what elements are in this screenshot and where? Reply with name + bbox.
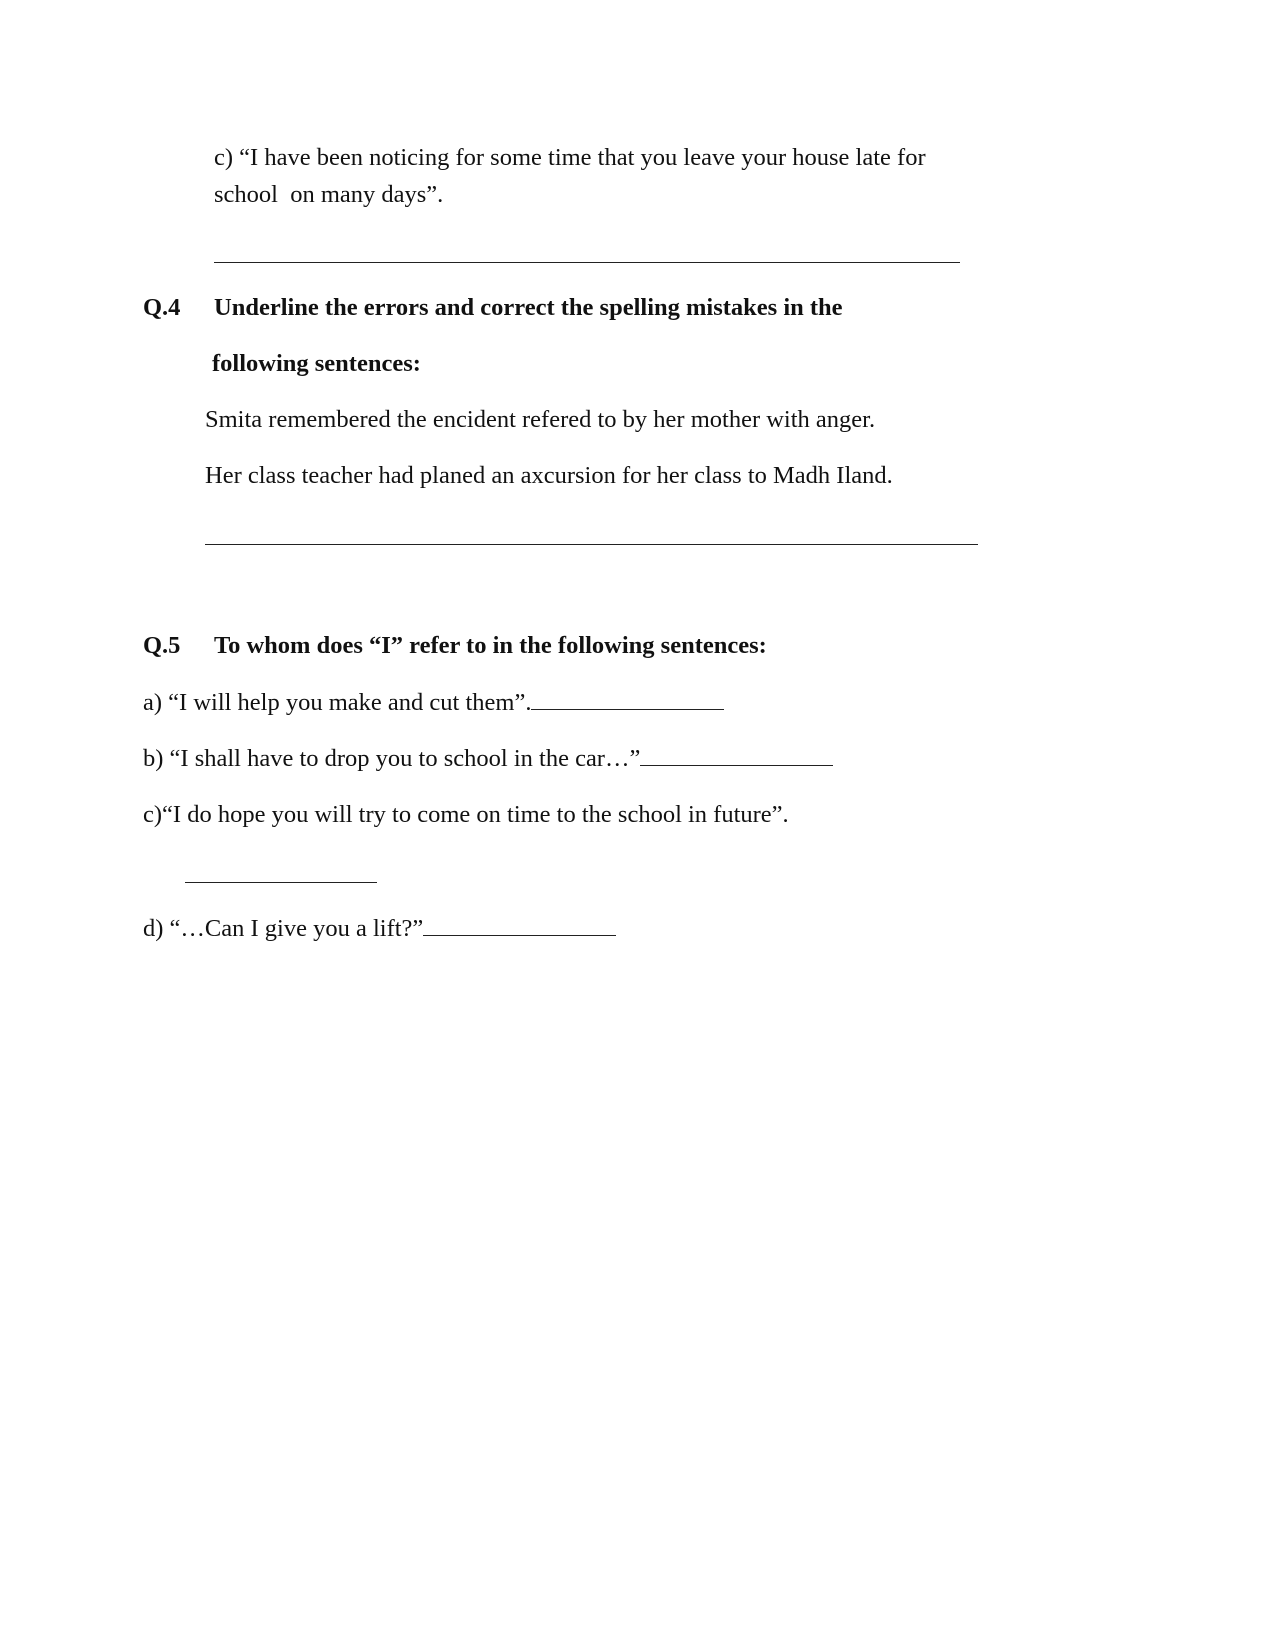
- q4-sentence-2: Her class teacher had planed an axcursion for her class to Madh Iland.: [205, 462, 893, 489]
- q5-item-a-blank[interactable]: [531, 689, 724, 710]
- q5-number: Q.5: [143, 632, 181, 659]
- q4-sentence-1: Smita remembered the encident refered to by her mother with anger.: [205, 406, 876, 433]
- q3c-answer-blank[interactable]: [214, 262, 960, 263]
- q4-title-line1: Underline the errors and correct the spelling mistakes in the: [214, 294, 843, 321]
- q5-item-d-blank[interactable]: [423, 915, 616, 936]
- q3c-text-line2: school on many days”.: [214, 181, 444, 208]
- q5-item-b-text: b) “I shall have to drop you to school in the car…”: [143, 745, 641, 772]
- q4-title-line2: following sentences:: [212, 350, 421, 377]
- q4-number: Q.4: [143, 294, 181, 321]
- q5-item-c-text: c)“I do hope you will try to come on time to the school in future”.: [143, 801, 789, 828]
- q5-item-d: [143, 914, 616, 944]
- q5-item-b-blank[interactable]: [640, 745, 833, 766]
- q5-item-a: [143, 688, 724, 718]
- q5-item-b: [143, 744, 833, 774]
- q3c-text-line1: c) “I have been noticing for some time that you leave your house late for: [214, 144, 926, 171]
- q4-answer-blank[interactable]: [205, 544, 978, 545]
- q5-item-c-blank[interactable]: [185, 882, 377, 883]
- q5-item-d-text: d) “…Can I give you a lift?”: [143, 915, 424, 942]
- q5-title: To whom does “I” refer to in the following sentences:: [214, 632, 767, 659]
- q5-item-a-text: a) “I will help you make and cut them”.: [143, 689, 532, 716]
